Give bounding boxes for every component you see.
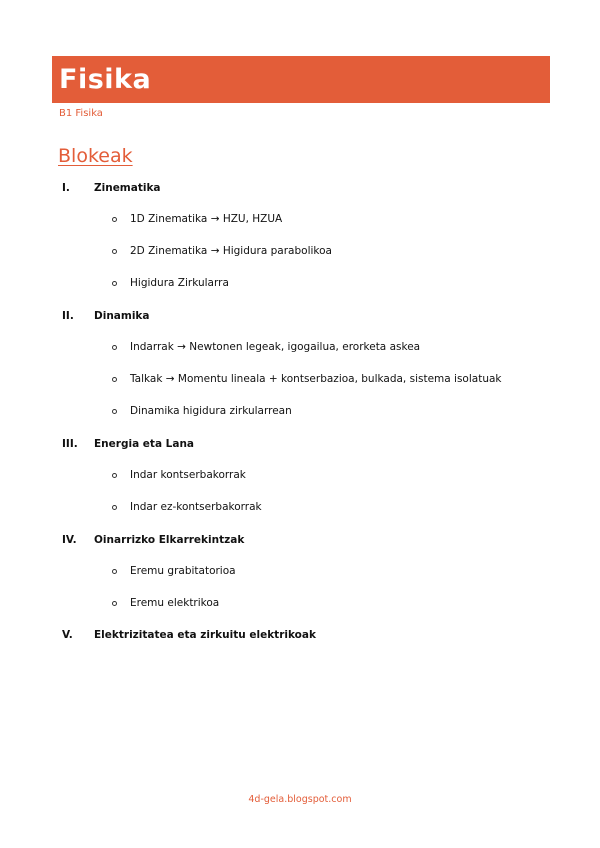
list-item: 1D Zinematika → HZU, HZUA [130,213,283,225]
block-title: Dinamika [94,310,150,322]
list-item: Talkak → Momentu lineala + kontserbazioa, bulkada, sistema isolatuak [130,373,502,385]
footer-link[interactable]: 4d-gela.blogspot.com [248,794,352,805]
bullet-icon [112,217,117,222]
title-banner [52,56,550,103]
list-item: 2D Zinematika → Higidura parabolikoa [130,245,332,257]
list-item: Eremu grabitatorioa [130,565,236,577]
bullet-icon [112,409,117,414]
block-numeral: V. [62,629,73,641]
block-numeral: IV. [62,534,77,546]
block-title: Zinematika [94,182,161,194]
page-title: Fisika [59,64,152,95]
bullet-icon [112,569,117,574]
bullet-icon [112,281,117,286]
list-item: Indar kontserbakorrak [130,469,246,481]
block-numeral: III. [62,438,78,450]
block-title: Elektrizitatea eta zirkuitu elektrikoak [94,629,316,641]
bullet-icon [112,377,117,382]
bullet-icon [112,345,117,350]
list-item: Indarrak → Newtonen legeak, igogailua, erorketa askea [130,341,421,353]
block-title: Energia eta Lana [94,438,195,450]
block-numeral: I. [62,182,70,194]
bullet-icon [112,249,117,254]
list-item: Dinamika higidura zirkularrean [130,405,292,417]
section-heading: Blokeak [58,145,133,167]
page-subtitle: B1 Fisika [59,108,103,119]
bullet-icon [112,505,117,510]
list-item: Indar ez-kontserbakorrak [130,501,262,513]
list-item: Higidura Zirkularra [130,277,229,289]
bullet-icon [112,473,117,478]
list-item: Eremu elektrikoa [130,597,220,609]
bullet-icon [112,601,117,606]
block-title: Oinarrizko Elkarrekintzak [94,534,245,546]
block-numeral: II. [62,310,74,322]
